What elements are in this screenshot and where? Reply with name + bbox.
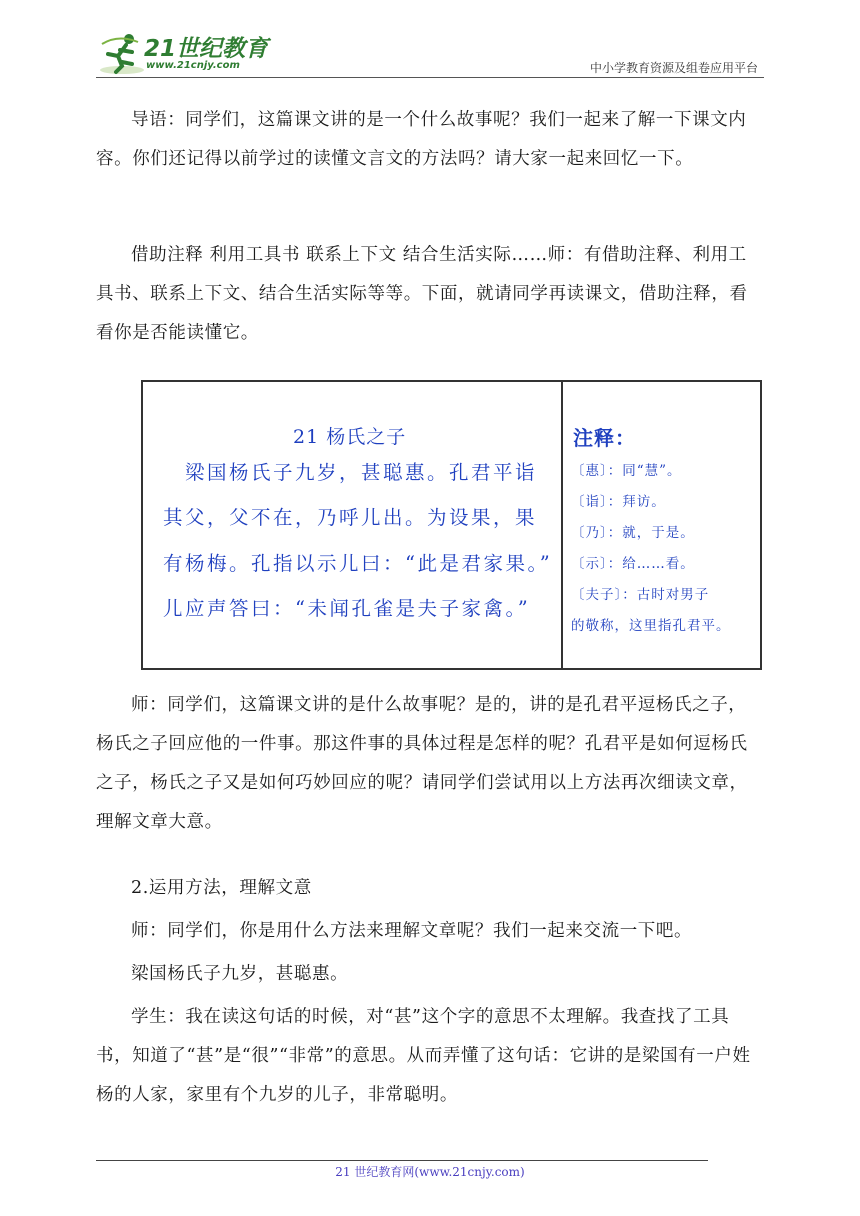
header-divider (96, 77, 764, 78)
figure-column-divider (561, 382, 563, 668)
logo-wordmark: 21世纪教育 (144, 36, 269, 62)
note-line: 〔夫子〕：古时对男子 (571, 587, 710, 603)
textbook-excerpt-figure (141, 380, 762, 670)
paragraph-student-answer: 学生：我在读这句话的时候，对“甚”这个字的意思不太理解。我查找了工具书，知道了“甚”是“很”“非常”的意思。从而弄懂了这句话：它讲的是梁国有一户姓杨的人家，家里有个九岁的儿子，非常聪明。 (96, 1007, 751, 1105)
lesson-title: 21 杨氏之子 (293, 426, 407, 448)
note-line: 的敬称，这里指孔君平。 (571, 618, 731, 634)
note-line: 〔示〕：给……看。 (571, 556, 695, 572)
site-logo[interactable] (96, 28, 269, 78)
note-line: 〔诣〕：拜访。 (571, 494, 666, 510)
lesson-text-line: 有杨梅。孔指以示儿曰：“此是君家果。” (163, 552, 553, 575)
lesson-text-line: 梁国杨氏子九岁，甚聪惠。孔君平诣 (163, 461, 538, 484)
paragraph-methods: 借助注释 利用工具书 联系上下文 结合生活实际……师：有借助注释、利用工具书、联系上下文、结合生活实际等等。下面，就请同学再读课文，借助注释，看看你是否能读懂它。 (96, 245, 748, 343)
quoted-sentence: 梁国杨氏子九岁，甚聪惠。 (131, 964, 349, 984)
paragraph-intro: 导语：同学们，这篇课文讲的是一个什么故事呢？我们一起来了解一下课文内容。你们还记得以前学过的读懂文言文的方法吗？请大家一起来回忆一下。 (96, 110, 747, 169)
paragraph-story-question: 师：同学们，这篇课文讲的是什么故事呢？是的，讲的是孔君平逗杨氏之子，杨氏之子回应他的一件事。那这件事的具体过程是怎样的呢？孔君平是如何逗杨氏之子，杨氏之子又是如何巧妙回应的呢？请同学们尝试用以上方法再次细读文章，理解文章大意。 (96, 695, 748, 832)
header-tagline: 中小学教育资源及组卷应用平台 (589, 61, 758, 75)
notes-title: 注释： (573, 426, 636, 450)
footer-divider (96, 1160, 708, 1161)
note-line: 〔惠〕：同“慧”。 (571, 463, 682, 479)
paragraph-teacher-prompt: 师：同学们，你是用什么方法来理解文章呢？我们一起来交流一下吧。 (131, 921, 693, 941)
note-line: 〔乃〕：就，于是。 (571, 525, 695, 541)
logo-url: www.21cnjy.com (146, 60, 240, 71)
section-heading: 2.运用方法，理解文意 (131, 878, 312, 898)
lesson-text-line: 儿应声答曰：“未闻孔雀是夫子家禽。” (163, 597, 531, 620)
runner-logo-icon (98, 32, 146, 76)
lesson-text-line: 其父，父不在，乃呼儿出。为设果，果 (163, 506, 538, 529)
page-header (96, 28, 764, 80)
footer-link[interactable]: 21 世纪教育网(www.21cnjy.com) (335, 1165, 525, 1179)
